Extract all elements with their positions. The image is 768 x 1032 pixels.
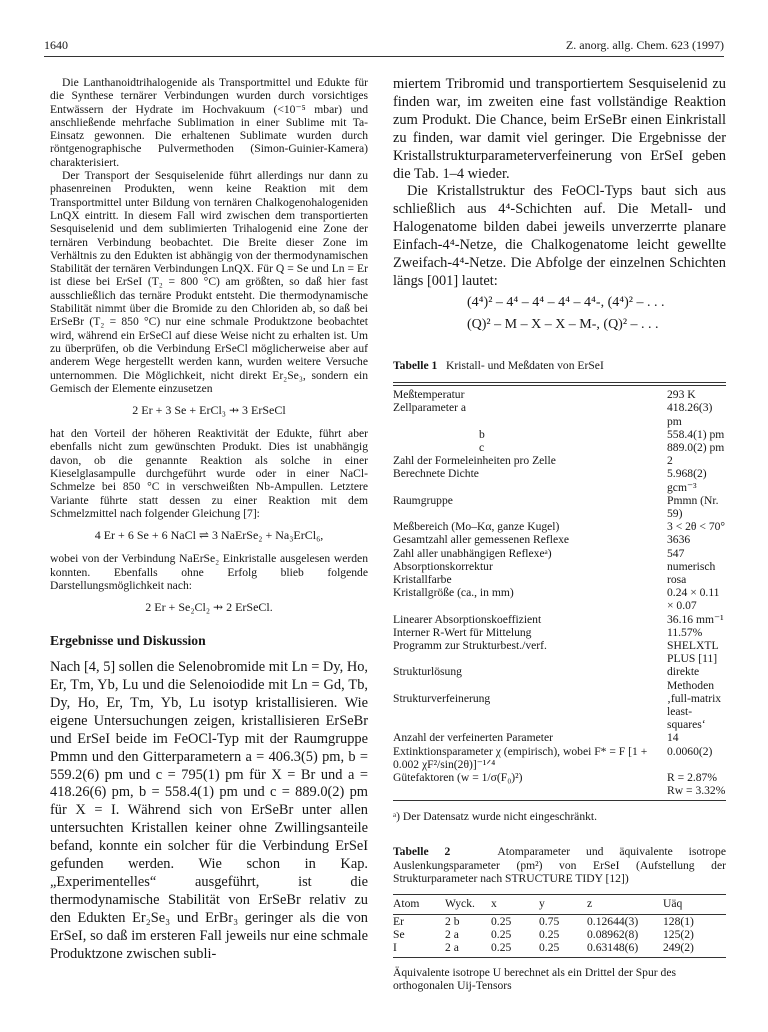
- paragraph: Die Kristallstruktur des FeOCl-Typs baut sich aus schließlich aus 4⁴-Schichten auf. Die Metall- und Halogenatome bilden dabei jeweils unverzerrte planare Einfach-4⁴-Netze, die Chalkogenatome leicht gewellte Zweifach-4⁴-Netze. Die Abfolge der einzelnen Schichten längs [001] lautet:: [393, 183, 726, 289]
- table2-caption-text: Atomparameter und äquivalente isotrope Auslenkungsparameter (pm²) von ErSeI (Aufstellung der Strukturparameter nach STRUCTURE TIDY [12]): [393, 845, 726, 886]
- table1-key: Meßbereich (Mo–Kα, ganze Kugel): [393, 520, 560, 534]
- table2-cell: 0.25: [491, 914, 512, 928]
- table2-cell: 0.12644(3): [587, 914, 639, 928]
- paragraph: Die Lanthanoidtrihalogenide als Transportmittel und Edukte für die Synthese ternärer Verbindungen wurden durch vorsichtiges Entwässern der Hydrate im Hochvakuum (<10⁻⁵ mbar) und anschließende mehrfache Sublimation in einer Sublime mit Ta-Einsatz gewonnen. Die erhaltenen Sublimate wurden durch röntgenographische Pulvermethoden (Simon-Guinier-Kamera) charakterisiert.: [50, 76, 368, 169]
- table1-value: 558.4(1) pm: [667, 427, 725, 441]
- table2-cell: 128(1): [663, 914, 694, 928]
- table2-block: [393, 845, 726, 992]
- table1-value: numerisch: [667, 559, 716, 573]
- table2-cell: 0.75: [539, 914, 560, 928]
- table1-key: [393, 784, 667, 797]
- table1-key: c: [479, 440, 485, 454]
- table2-cell: 0.25: [539, 941, 587, 958]
- table1-value: R = 2.87%: [667, 771, 718, 785]
- table2-label: Tabelle 2: [393, 845, 451, 859]
- table2-note: Äquivalente isotrope U berechnet als ein Drittel der Spur des orthogonalen Uij-Tensors: [393, 966, 676, 993]
- table2-cell: 125(2): [663, 927, 694, 941]
- table1-value: SHELXTL PLUS [11]: [667, 639, 719, 666]
- table1-row: [393, 665, 726, 691]
- paragraph: Nach [4, 5] sollen die Selenobromide mit Ln = Dy, Ho, Er, Tm, Yb, Lu und die Selenoiodide mit Ln = Gd, Tb, Dy, Ho, Er, Tm, Yb, Lu isotyp kristallisieren. Wie eigene Untersuchungen zeigen, kristallisieren ErSeBr und ErSeI beide im FeOCl-Typ mit der Raumgruppe Pmmn und den Gitterparametern a = 406.3(5) pm, b = 559.2(6) pm und c = 795(1) pm für X = Br und a = 418.26(6) pm, b = 558.4(1) pm und c = 889.0(2) pm für X = I. Während sich von ErSeBr unter allen untersuchten Kristallen keiner ohne Zwillingsanteile befand, konnte ein solcher für die Verbindung ErSeI gefunden werden. Wie schon in Kap. „Experimentelles“ ausgeführt, ist die thermodynamische Stabilität von ErSeBr relativ zu den Edukten Er₂Se₃ und ErBr₃ geringer als die von ErSeI, so daß im ersteren Fall jeweils nur eine schmale Produktzone zwischen subli-: [50, 659, 368, 962]
- table1-value: 547: [667, 546, 685, 560]
- layer-sequence: (Q)² – M – X – X – M-, (Q)² – . . .: [467, 316, 659, 332]
- table1-value: 418.26(3) pm: [667, 401, 713, 428]
- table1-row: [393, 573, 726, 586]
- table1-key: Gesamtzahl aller gemessenen Reflexe: [393, 533, 570, 547]
- table1-row: [393, 547, 726, 560]
- table2-cell: 249(2): [663, 941, 726, 958]
- table2-cell: 2 b: [445, 914, 460, 928]
- table2-cell: 0.63148(6): [587, 941, 663, 958]
- header-rule: [44, 56, 724, 57]
- table1-value: ‚full-matrix least-squares‘: [667, 691, 722, 732]
- table2-header-cell: Uäq: [663, 895, 726, 914]
- table1-value: Pmmn (Nr. 59): [667, 493, 719, 520]
- table1-value: 0.0060(2): [667, 744, 713, 758]
- table2-cell: 0.08962(8): [587, 927, 639, 941]
- table2-header-cell: x: [491, 895, 539, 914]
- table1-key: Strukturverfeinerung: [393, 691, 491, 705]
- table2-header-cell: z: [587, 895, 663, 914]
- equation: 4 Er + 6 Se + 6 NaCl ⇌ 3 NaErSe₂ + Na₃ErCl₆,: [94, 528, 324, 543]
- table1-row: [393, 467, 726, 493]
- right-column: [393, 76, 726, 993]
- table1-footnote: ᵃ) Der Datensatz wurde nicht eingeschränkt.: [393, 810, 598, 824]
- equation: 2 Er + Se₂Cl₂ ⇸ 2 ErSeCl.: [145, 600, 273, 615]
- table1-row: [393, 441, 726, 454]
- table1-row: [393, 454, 726, 467]
- table1-top-rule: [393, 382, 726, 383]
- table1-value: 889.0(2) pm: [667, 440, 725, 454]
- table1-value: Rw = 3.32%: [667, 784, 726, 798]
- table2-cell: 0.25: [539, 927, 560, 941]
- table1-value: rosa: [667, 573, 687, 587]
- table1-row: [393, 745, 726, 771]
- table1-key: b: [479, 427, 485, 441]
- table1-key: Zahl der Formeleinheiten pro Zelle: [393, 454, 556, 468]
- layer-sequence: (4⁴)² – 4⁴ – 4⁴ – 4⁴ – 4⁴-, (4⁴)² – . . .: [467, 294, 665, 310]
- table2-row: [393, 928, 726, 941]
- table1-key: Berechnete Dichte: [393, 467, 479, 481]
- table1-key: Interner R-Wert für Mittelung: [393, 625, 532, 639]
- table1-row: [393, 784, 726, 797]
- table1-value: 36.16 mm⁻¹: [667, 612, 724, 626]
- table1-row: [393, 586, 726, 612]
- table1-label: Tabelle 1: [393, 358, 438, 372]
- table1-value: 14: [667, 731, 679, 745]
- table1-row: [393, 613, 726, 626]
- table1-row: [393, 560, 726, 573]
- table1-row: [393, 533, 726, 546]
- table1-caption-text: Kristall- und Meßdaten von ErSeI: [446, 358, 604, 372]
- table1-value: 0.24 × 0.11 × 0.07: [667, 586, 720, 613]
- table2-row: [393, 941, 726, 958]
- paragraph: miertem Tribromid und transportiertem Sesquiselenid zu finden war, im zweiten eine fast vollständige Reaktion zum Produkt. Die Chance, beim ErSeBr einen Einkristall zu finden, war damit viel geringer. Die Ergebnisse der Kristallstrukturparameterverfeinerung von ErSeI geben die Tab. 1–4 wieder.: [393, 76, 726, 182]
- table1-key: Zellparameter a: [393, 401, 467, 415]
- table1-row: [393, 428, 726, 441]
- table2-cell: 0.25: [491, 941, 539, 958]
- table1-row: [393, 639, 726, 665]
- table2-cell: 2 a: [445, 941, 491, 958]
- table1-block: [393, 359, 726, 824]
- table2-header-cell: Atom: [393, 895, 445, 914]
- table1-key: Kristallfarbe: [393, 573, 452, 587]
- table1-value: 3 < 2θ < 70°: [667, 520, 726, 534]
- table1-key: Strukturlösung: [393, 665, 462, 679]
- page-number: 1640: [44, 38, 68, 52]
- table1-value: 2: [667, 454, 673, 468]
- equation: 2 Er + 3 Se + ErCl₃ ⇸ 3 ErSeCl: [132, 403, 286, 418]
- table1-value: 3636: [667, 533, 691, 547]
- table1-key: Extinktionsparameter χ (empirisch), wobei F* = F [1 + 0.002 χF²/sin(2θ)]⁻¹ᐟ⁴: [393, 744, 648, 771]
- table1-key: Absorptionskorrektur: [393, 559, 493, 573]
- table1-row: [393, 731, 726, 744]
- table2-cell: 2 a: [445, 927, 459, 941]
- table2-caption: [393, 845, 726, 885]
- table1-key: Programm zur Strukturbest./verf.: [393, 639, 547, 653]
- table1-row: [393, 494, 726, 520]
- table1-key: Anzahl der verfeinerten Parameter: [393, 731, 553, 745]
- table1-value: 293 K: [667, 388, 696, 402]
- table1-row: [393, 692, 726, 732]
- table1-caption: [393, 359, 726, 372]
- table2: [393, 895, 726, 958]
- table1-row: [393, 401, 726, 427]
- table2-header-cell: y: [539, 895, 587, 914]
- table1-row: [393, 520, 726, 533]
- table1-key: Kristallgröße (ca., in mm): [393, 586, 514, 600]
- table1-row: [393, 626, 726, 639]
- table1-row: [393, 388, 726, 401]
- table1-bottom-rule: [393, 800, 726, 801]
- table1-row: [393, 771, 726, 784]
- paragraph: wobei von der Verbindung NaErSe₂ Einkristalle ausgelesen werden konnten. Ebenfalls ohne Erfolg blieb folgende Darstellungsmöglichkeit nach:: [50, 552, 368, 592]
- paragraph: Der Transport der Sesquiselenide führt allerdings nur dann zu phasenreinen Produkten, wenn keine Reaktion mit dem Transportmittel unter Bildung von ternären Chalkogenohalogeniden LnQX eintritt. In diesem Fall wird zwischen dem transportierten Sesquiselenid und dem sublimierten Trihalogenid eine Zone der ternären Verbindung beobachtet. Die Breite dieser Zone im Verhältnis zu den Edukten ist abhängig von der thermodynamischen Stabilität der ternären Verbindungen LnQX. Für Q = Se und Ln = Er ist diese bei ErSeI (T₂ = 800 °C) am größten, so daß hier fast ausschließlich das ternäre Produkt entsteht. Die thermodynamische Stabilität nimmt über die Bromide zu den Chloriden ab, so daß bei ErSeBr (T₂ = 850 °C) nur eine schmale Produktzone beobachtet wird, während ein ErSeCl auf diese Weise nicht zu erhalten ist. Um zu überprüfen, ob die Verbindung ErSeCl möglicherweise aber auf anderem Wege hergestellt werden kann, wurden weitere Versuche unternommen. Die Möglichkeit, nicht direkt Er₂Se₃, sondern ein Gemisch der Elemente einzusetzen: [50, 169, 368, 395]
- table2-header-row: [393, 895, 726, 914]
- table2-cell: Er: [393, 914, 404, 928]
- table1-key: Gütefaktoren (w = 1/σ(F₀)²): [393, 771, 523, 785]
- table1-key: Linearer Absorptionskoeffizient: [393, 612, 542, 626]
- table1-value: 11.57%: [667, 625, 703, 639]
- table1: [393, 388, 726, 797]
- table1-key: Meßtemperatur: [393, 388, 465, 402]
- table1-key: Raumgruppe: [393, 493, 453, 507]
- section-title: Ergebnisse und Diskussion: [50, 633, 206, 649]
- journal-citation: Z. anorg. allg. Chem. 623 (1997): [565, 38, 724, 52]
- table1-key: Zahl aller unabhängigen Reflexeᵃ): [393, 546, 552, 560]
- table2-header-cell: Wyck.: [445, 895, 491, 914]
- table2-row: [393, 914, 726, 928]
- paragraph: hat den Vorteil der höheren Reaktivität der Edukte, führt aber ebenfalls nicht zum gewünschten Produkt. Dies ist unabhängig davon, ob die genannte Reaktion als solche in einer Kieselglasampulle durchgeführt wurde oder in einer NaCl-Schmelze bei 850 °C in verschweißten Nb-Ampullen. Letztere Variante führte statt dessen zu einer Reaktion mit dem Schmelzmittel nach folgender Gleichung [7]:: [50, 427, 368, 520]
- table2-cell: 0.25: [491, 927, 512, 941]
- table2-cell: I: [393, 941, 445, 958]
- left-column: [50, 76, 368, 964]
- table2-cell: Se: [393, 927, 405, 941]
- table1-value: 5.968(2) gcm⁻³: [667, 467, 707, 494]
- table1-value: direkte Methoden: [667, 665, 715, 692]
